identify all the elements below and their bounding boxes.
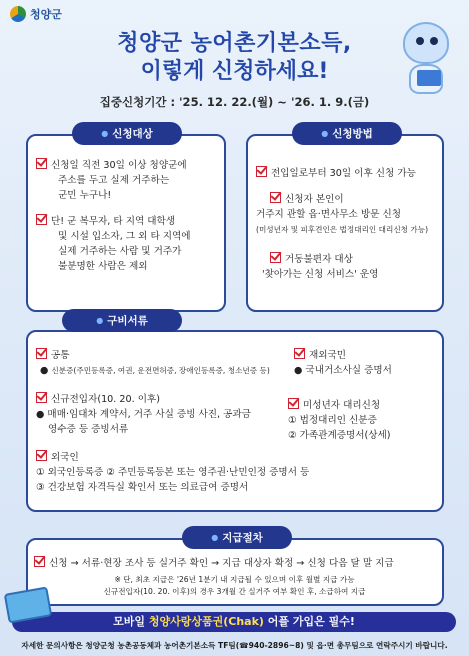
check-icon: [34, 556, 45, 567]
check-icon: [294, 348, 305, 359]
payment-note-1: ※ 단, 최초 지급은 '26년 1분기 내 지급될 수 있으며 이후 월별 지급 가능: [114, 575, 355, 584]
check-icon: [270, 252, 281, 263]
mobile-app-banner: 모바일 청양사랑상품권(Chak) 어플 가입은 필수!: [12, 612, 456, 632]
check-icon: [36, 158, 47, 169]
doc-common: 공통 ● 신분증(주민등록증, 여권, 운전면허증, 장애인등록증, 청소년증 등): [36, 348, 296, 378]
target-item-2: 단! 군 복무자, 타 지역 대학생 및 시설 입소자, 그 외 타 지역에 실제 거주하는 사람 및 거주가 불분명한 사람은 제외: [36, 214, 226, 274]
county-logo: [10, 6, 62, 22]
payment-header: ● 지급절차: [182, 526, 292, 549]
target-item-1: 신청일 직전 30일 이상 청양군에 주소를 두고 실제 거주하는 군민 누구나!: [36, 158, 222, 203]
application-period: 집중신청기간 : '25. 12. 22.(월) ~ '26. 1. 9.(금): [99, 95, 370, 109]
doc-minor-proxy: 미성년자 대리신청 ① 법정대리인 신분증 ② 가족관계증명서(상세): [288, 400, 391, 441]
doc-newcomer: 신규전입자(10. 20. 이후) ● 매매·임대차 계약서, 거주 사실 증빙 사진, 공과금 영수증 등 증빙서류: [36, 394, 251, 435]
check-icon: [288, 398, 299, 409]
county-emblem-icon: [10, 6, 26, 22]
title-line-1: 청양군 농어촌기본소득,: [117, 31, 352, 56]
method-item-1: 전입일로부터 30일 이후 신청 가능: [256, 166, 444, 181]
logo-text: 청양군: [30, 8, 62, 21]
check-icon: [36, 348, 47, 359]
footer-contact: 자세한 문의사항은 청양군청 농촌공동체과 농어촌기본소득 TF팀(☎940-2896~8) 및 읍·면 총무팀으로 연락주시기 바랍니다.: [21, 641, 448, 650]
payment-flow: 신청 → 서류·현장 조사 등 실거주 확인 → 지급 대상자 확정 → 신청 다음 달 말 지급: [34, 556, 444, 571]
method-item-2: 신청자 본인이 거주지 관할 읍·면사무소 방문 신청 (미성년자 및 피후견인은 법정대리인 대리신청 가능): [256, 194, 429, 234]
method-header: ● 신청방법: [292, 122, 402, 145]
check-icon: [36, 450, 47, 461]
check-icon: [36, 392, 47, 403]
doc-korean-abroad: 재외국민 ● 국내거소사실 증명서: [294, 350, 392, 376]
check-icon: [270, 192, 281, 203]
documents-header: ● 구비서류: [62, 309, 182, 332]
mascot-illustration: [397, 22, 453, 102]
payment-note-2: 신규전입자(10. 20. 이후)의 경우 3개월 간 실거주 여부 확인 후, 소급하여 지급: [103, 587, 366, 596]
check-icon: [256, 166, 267, 177]
method-item-3: 거동불편자 대상 '찾아가는 신청 서비스' 운영: [262, 254, 379, 280]
check-icon: [36, 214, 47, 225]
target-header: ● 신청대상: [72, 122, 182, 145]
doc-foreigner: 외국인 ① 외국인등록증 ② 주민등록등본 또는 영주권·난민인정 증명서 등 ③ 건강보험 자격득실 확인서 또는 의료급여 증명서: [36, 452, 310, 493]
title-line-2: 이렇게 신청하세요!: [140, 59, 329, 84]
